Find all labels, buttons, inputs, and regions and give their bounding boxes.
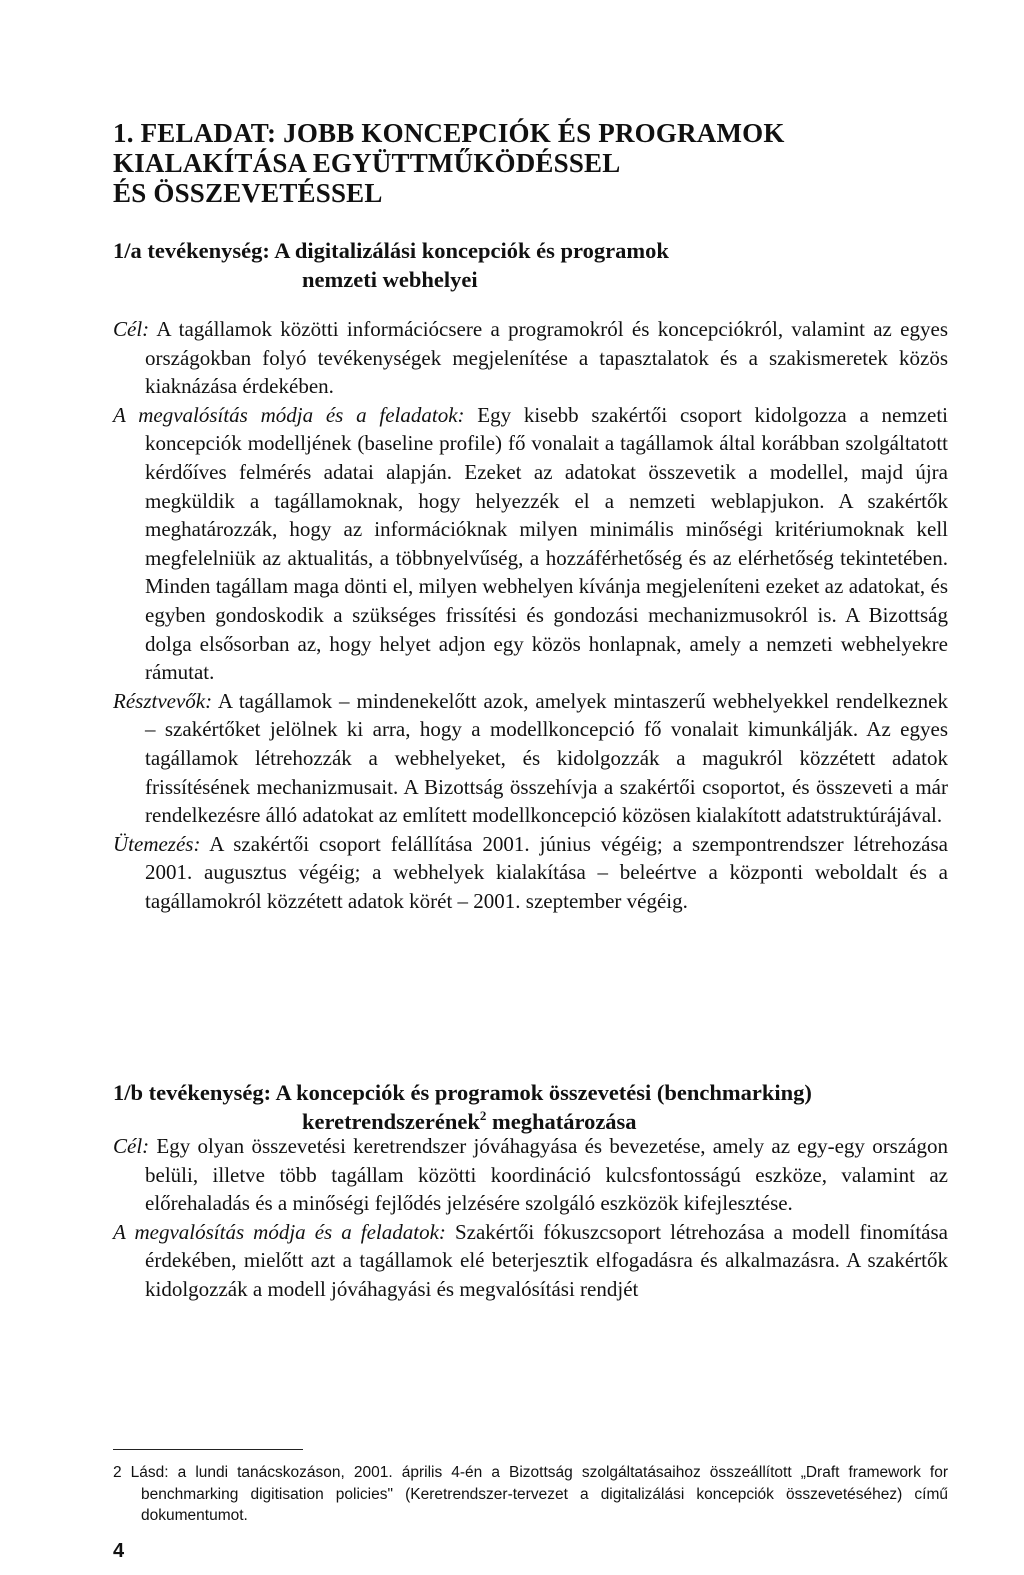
footnote-reference: 2: [479, 1108, 487, 1123]
method-label: A megvalósítás módja és a feladatok:: [113, 1219, 446, 1244]
method-text: Egy kisebb szakértői csoport kidolgozza a nemzeti koncepciók modelljének (baseline profile) fő vonalait a tagállamok által korábban szolgáltatott kérdőíves felmérés adatai alapján. Ezeket az adatokat összevetik a modellel, majd újra megküldik a tagállamoknak, hogy helyezzék el a nemzeti weblapjukon. A szakértők meghatározzák, hogy az információknak milyen minimális minőségi kritériumoknak kell megfelelniük az aktualitás, a többnyelvűség, a hozzáférhetőség és az elérhetőség tekintetében. Minden tagállam maga dönti el, milyen webhelyen kívánja megjeleníteni ezeket az adatokat, és egyben gondoskodik a szükséges frissítési és gondozási mechanizmusokról is. A Bizottság dolga elsősorban az, hogy helyet adjon egy közös honlapnak, amely a nemzeti webhelyekre rámutat.: [145, 402, 948, 685]
section-1a-schedule: [113, 830, 948, 916]
section-1b-heading-line-1: 1/b tevékenység: A koncepciók és programok összevetési (benchmarking): [113, 1080, 812, 1105]
chapter-title-line-1: 1. FELADAT: JOBB KONCEPCIÓK ÉS PROGRAMOK: [113, 118, 785, 148]
chapter-title: [113, 118, 913, 208]
schedule-text: A szakértői csoport felállítása 2001. június végéig; a szempontrendszer létrehozása 2001. augusztus végéig; a webhelyek kialakítása – beleértve a központi weboldalt és a tagállamokról közzétett adatok körét – 2001. szeptember végéig.: [145, 831, 948, 913]
section-1b-heading-line-2b: meghatározása: [486, 1109, 637, 1134]
section-1b-goal: [113, 1132, 948, 1218]
participants-text: A tagállamok – mindenekelőtt azok, amelyek mintaszerű webhelyekkel rendelkeznek – szakértőket jelölnek ki arra, hogy a modellkoncepció fő vonalait kimunkálják. Az egyes tagállamok létrehozzák a webhelyeket, és kidolgozzák a magukról közzétett adatok frissítésének mechanizmusait. A Bizottság összehívja a szakértői csoportot, és összeveti a már rendelkezésre álló adatokat az említett modellkoncepció közösen kialakított adatstruktúrájával.: [145, 688, 948, 828]
section-1a-heading-line-1: 1/a tevékenység: A digitalizálási koncepciók és programok: [113, 238, 669, 263]
section-1a-heading: [113, 236, 973, 294]
section-1a-participants: [113, 687, 948, 830]
footnote: [113, 1462, 948, 1527]
page-number: 4: [113, 1540, 125, 1562]
section-1b-body: [113, 1132, 948, 1304]
goal-label: Cél:: [113, 1134, 150, 1158]
method-label: A megvalósítás módja és a feladatok:: [113, 402, 465, 427]
chapter-title-line-2: KIALAKÍTÁSA EGYÜTTMŰKÖDÉSSEL: [113, 148, 621, 178]
goal-text: A tagállamok közötti információcsere a programokról és koncepciókról, valamint az egyes országokban folyó tevékenységek megjelenítése a tapasztalatok és a szakismeretek közös kiaknázása érdekében.: [145, 317, 948, 399]
goal-label: Cél:: [113, 317, 150, 341]
footnote-divider: [113, 1449, 303, 1450]
goal-text: Egy olyan összevetési keretrendszer jóváhagyása és bevezetése, amely az egy-egy országon belüli, illetve több tagállam közötti koordináció kulcsfontosságú eszköze, valamint az előrehaladás és a minőségi fejlődés jelzésére szolgáló eszközök kifejlesztése.: [145, 1134, 948, 1216]
participants-label: Résztvevők:: [113, 688, 213, 713]
section-1b-heading: [113, 1078, 973, 1136]
section-1a-heading-line-2: nemzeti webhelyei: [302, 267, 478, 292]
section-1a-method: [113, 401, 948, 687]
section-1b-method: [113, 1218, 948, 1304]
section-1b-heading-line-2a: keretrendszerének: [302, 1109, 480, 1134]
section-1a-goal: [113, 315, 948, 401]
method-text: Szakértői fókuszcsoport létrehozása a modell finomítása érdekében, mielőtt azt a tagállamok elé beterjesztik elfogadásra és alkalmazásra. A szakértők kidolgozzák a modell jóváhagyási és megvalósítási rendjét: [145, 1219, 948, 1301]
chapter-title-line-3: ÉS ÖSSZEVETÉSSEL: [113, 178, 383, 208]
section-1a-body: [113, 315, 948, 915]
schedule-label: Ütemezés:: [113, 831, 201, 856]
footnote-text: 2 Lásd: a lundi tanácskozáson, 2001. április 4-én a Bizottság szolgáltatásaihoz összeállított „Draft framework for benchmarking digitisation policies" (Keretrendszer-tervezet a digitalizálási koncepciók összevetéséhez) című dokumentumot.: [113, 1464, 948, 1524]
